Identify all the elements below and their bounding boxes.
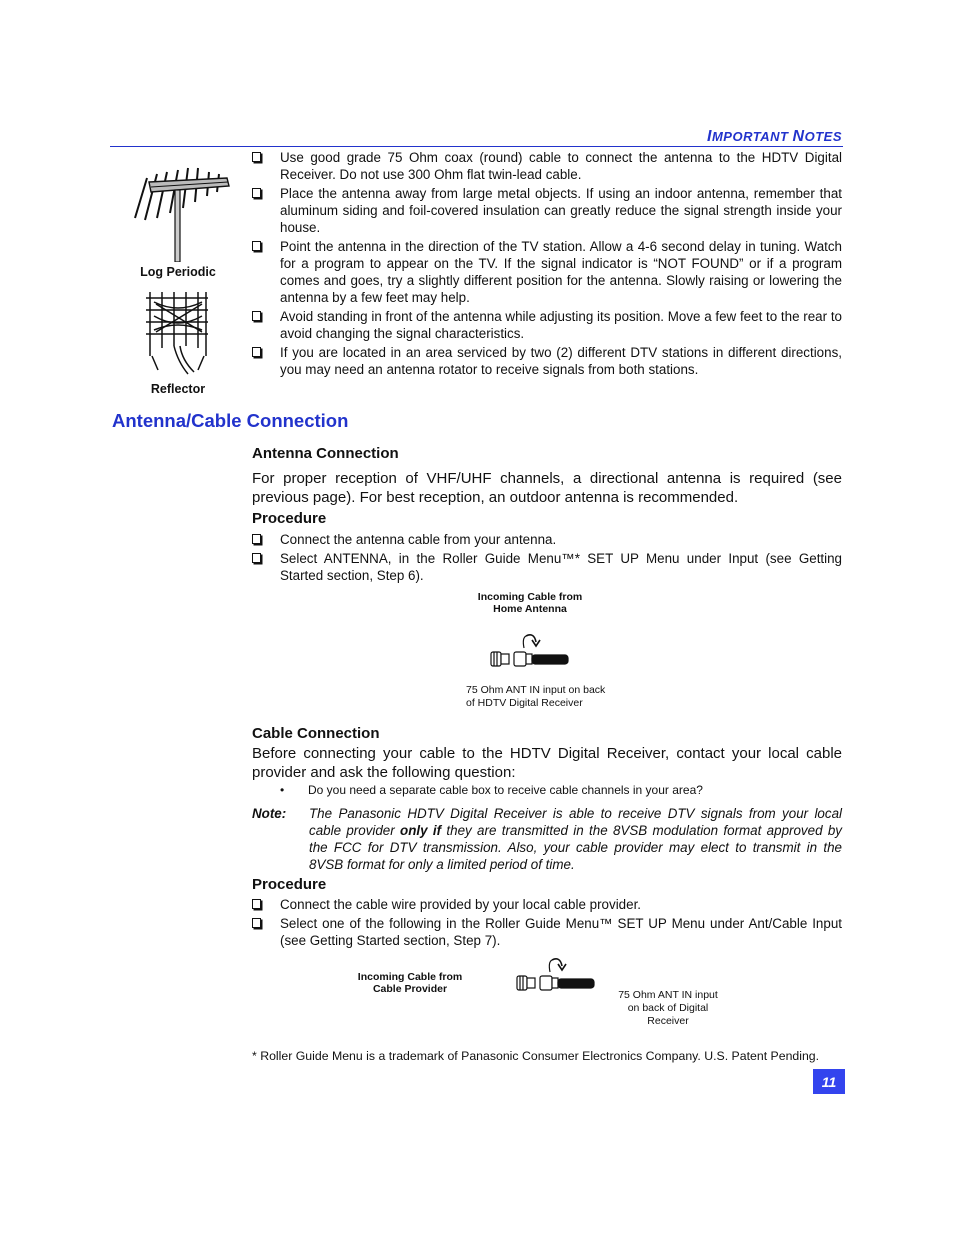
- important-notes-list: [252, 149, 842, 380]
- list-item: If you are located in an area serviced by two (2) different DTV stations in different directions, you may need an antenna rotator to receive signals from both stations.: [252, 344, 842, 378]
- cable-note: Note: The Panasonic HDTV Digital Receiver is able to receive DTV signals from your local cable provider only if they are transmitted in the 8VSB modulation format approved by the FCC for DTV transmission. Also, your cable provider may elect to transmit in the 8VSB format for only a limited period of time.: [252, 806, 842, 872]
- list-item: Select one of the following in the Roller Guide Menu™ SET UP Menu under Ant/Cable Input (see Getting Started section, Step 7).: [252, 915, 842, 949]
- cable-question: • Do you need a separate cable box to receive cable channels in your area?: [280, 783, 703, 797]
- section-header-title: IMPORTANT NOTES: [707, 128, 842, 145]
- cable-diagram-left-label: Incoming Cable from Cable Provider: [357, 971, 463, 995]
- reflector-caption: Reflector: [150, 382, 206, 396]
- checkbox-bullet-icon: [252, 534, 261, 544]
- checkbox-bullet-icon: [252, 152, 261, 162]
- list-item: Avoid standing in front of the antenna while adjusting its position. Move a few feet to the rear to avoid changing the signal characteristics.: [252, 308, 842, 342]
- antenna-intro: For proper reception of VHF/UHF channels, a directional antenna is required (see previous page). For best reception, an outdoor antenna is recommended.: [252, 470, 842, 506]
- page-number: 11: [813, 1069, 845, 1094]
- list-item: Use good grade 75 Ohm coax (round) cable to connect the antenna to the HDTV Digital Receiver. Do not use 300 Ohm flat twin-lead cable.: [252, 149, 842, 183]
- checkbox-bullet-icon: [252, 553, 261, 563]
- header-rule: [110, 146, 843, 147]
- checkbox-bullet-icon: [252, 899, 261, 909]
- antenna-diagram-bottom-label: 75 Ohm ANT IN input on back of HDTV Digital Receiver: [466, 684, 606, 709]
- list-item: Connect the antenna cable from your antenna.: [252, 531, 842, 548]
- checkbox-bullet-icon: [252, 347, 261, 357]
- dot-bullet-icon: •: [280, 783, 285, 797]
- cable-connection-heading: Cable Connection: [252, 725, 380, 742]
- list-item: Select ANTENNA, in the Roller Guide Menu™* SET UP Menu under Input (see Getting Started section, Step 6).: [252, 550, 842, 584]
- antenna-steps-list: [252, 531, 842, 586]
- note-label: Note:: [252, 806, 287, 821]
- checkbox-bullet-icon: [252, 241, 261, 251]
- antenna-procedure-heading: Procedure: [252, 510, 327, 527]
- cable-diagram-right-label: 75 Ohm ANT IN input on back of Digital Receiver: [618, 989, 718, 1027]
- coax-connector-icon: [488, 630, 572, 670]
- cable-steps-list: [252, 896, 842, 951]
- cable-procedure-heading: Procedure: [252, 876, 327, 893]
- log-periodic-antenna-illustration: [125, 158, 233, 262]
- checkbox-bullet-icon: [252, 188, 261, 198]
- list-item: Connect the cable wire provided by your local cable provider.: [252, 896, 842, 913]
- section-title: Antenna/Cable Connection: [112, 410, 349, 431]
- footnote: * Roller Guide Menu is a trademark of Panasonic Consumer Electronics Company. U.S. Patent Pending.: [252, 1049, 820, 1063]
- reflector-antenna-illustration: [144, 290, 210, 376]
- list-item: Point the antenna in the direction of the TV station. Allow a 4-6 second delay in tuning. Watch for a program to appear on the TV. If the signal indicator is “NOT FOUND” or if a program comes and goes, try a slightly different position for the antenna. Slowly raising or lowering the antenna by a few feet may help.: [252, 238, 842, 306]
- cable-intro: Before connecting your cable to the HDTV Digital Receiver, contact your local cable provider and ask the following question:: [252, 745, 842, 781]
- antenna-connection-heading: Antenna Connection: [252, 445, 399, 462]
- log-periodic-caption: Log Periodic: [140, 265, 216, 279]
- checkbox-bullet-icon: [252, 918, 261, 928]
- antenna-diagram-top-label: Incoming Cable from Home Antenna: [477, 591, 583, 615]
- coax-connector-icon: [514, 954, 598, 994]
- list-item: Place the antenna away from large metal objects. If using an indoor antenna, remember that aluminum siding and foil-covered insulation can greatly reduce the signal strength inside your house.: [252, 185, 842, 236]
- checkbox-bullet-icon: [252, 311, 261, 321]
